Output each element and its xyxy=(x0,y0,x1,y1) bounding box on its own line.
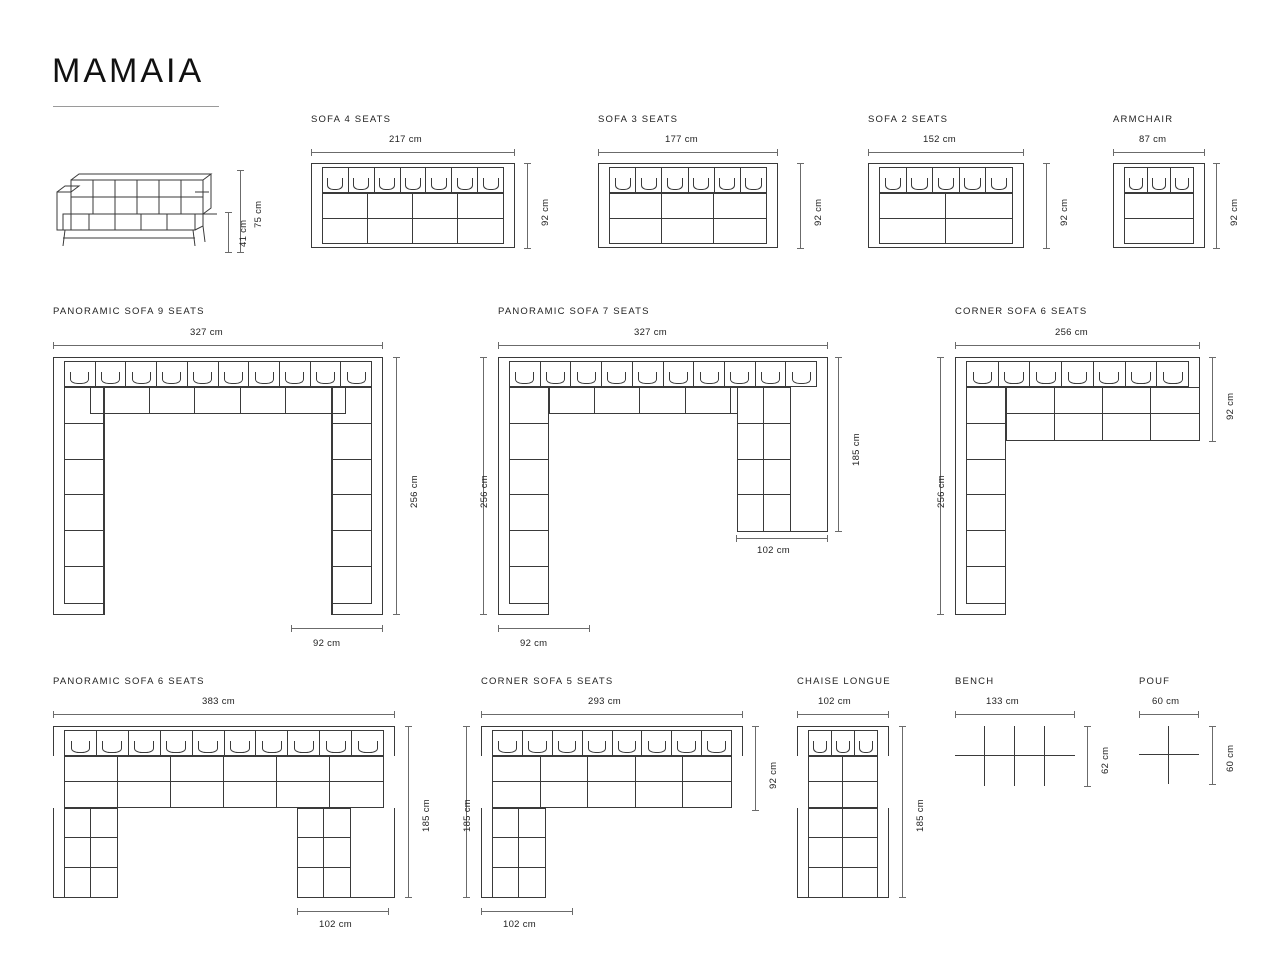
sofa-2-seats-label: SOFA 2 SEATS xyxy=(868,114,949,125)
pan7-width-line xyxy=(498,345,828,346)
pan9-width-label: 327 cm xyxy=(190,327,223,338)
pan9-arm-tick-left xyxy=(291,625,292,632)
pan9-depth-tick-top xyxy=(393,357,400,358)
armchair-depth-tick-bottom xyxy=(1213,248,1220,249)
sofa-2-width-tick-right xyxy=(1023,149,1024,156)
pan7-right-depth-tick-top xyxy=(835,357,842,358)
pan7-leg-width-label: 102 cm xyxy=(757,545,790,556)
pan7-arm-tick-left xyxy=(498,625,499,632)
pouf-width-label: 60 cm xyxy=(1152,696,1180,707)
sofa-3-seats-label: SOFA 3 SEATS xyxy=(598,114,679,125)
pan7-width-tick-right xyxy=(827,342,828,349)
corner5-depth-tick-bottom xyxy=(463,897,470,898)
pan7-leg-width-tick-right xyxy=(827,535,828,542)
bench-width-tick-left xyxy=(955,711,956,718)
corner5-back-tick-bottom xyxy=(752,810,759,811)
page-title: MAMAIA xyxy=(52,52,205,90)
sofa-3-depth-line xyxy=(800,163,801,248)
pan7-leg-width-tick-left xyxy=(736,535,737,542)
corner6-back-tick-bottom xyxy=(1209,441,1216,442)
pan9-width-tick-right xyxy=(382,342,383,349)
sofa-2-width-line xyxy=(868,152,1024,153)
chaise-depth-label: 185 cm xyxy=(915,799,926,832)
corner5-width-tick-left xyxy=(481,711,482,718)
hero-height-label: 75 cm xyxy=(253,200,264,228)
sofa-4-depth-tick-bottom xyxy=(524,248,531,249)
bench-depth-tick-bottom xyxy=(1084,786,1091,787)
corner6-back-line xyxy=(1212,357,1213,442)
chaise-width-label: 102 cm xyxy=(818,696,851,707)
pan6-arm-label: 102 cm xyxy=(319,919,352,930)
armchair-depth-line xyxy=(1216,163,1217,248)
corner6-depth-label: 256 cm xyxy=(936,475,947,508)
corner5-back-label: 92 cm xyxy=(768,761,779,789)
pan9-arm-line xyxy=(291,628,383,629)
sofa-3-depth-tick-bottom xyxy=(797,248,804,249)
corner5-arm-label: 102 cm xyxy=(503,919,536,930)
pan6-arm-line xyxy=(297,911,389,912)
bench-depth-tick-top xyxy=(1084,726,1091,727)
panoramic-sofa-6-label: PANORAMIC SOFA 6 SEATS xyxy=(53,676,205,687)
panoramic-sofa-9-label: PANORAMIC SOFA 9 SEATS xyxy=(53,306,205,317)
pan9-arm-label: 92 cm xyxy=(313,638,341,649)
armchair-width-line xyxy=(1113,152,1205,153)
pan9-width-tick-left xyxy=(53,342,54,349)
sofa-2-width-tick-left xyxy=(868,149,869,156)
hero-seat-height-line xyxy=(228,212,229,252)
pan6-arm-tick-left xyxy=(297,908,298,915)
pouf-depth-tick-bottom xyxy=(1209,784,1216,785)
sofa-3-width-line xyxy=(598,152,778,153)
pan6-width-tick-right xyxy=(394,711,395,718)
pan9-depth-tick-bottom xyxy=(393,614,400,615)
sofa-4-width-line xyxy=(311,152,515,153)
pouf-depth-line xyxy=(1212,726,1213,784)
bench-depth-label: 62 cm xyxy=(1100,746,1111,774)
armchair-width-tick-right xyxy=(1204,149,1205,156)
hero-height-tick-top xyxy=(237,170,244,171)
corner5-back-line xyxy=(755,726,756,811)
bench-width-label: 133 cm xyxy=(986,696,1019,707)
sofa-3-width-label: 177 cm xyxy=(665,134,698,145)
chaise-width-line xyxy=(797,714,889,715)
pan6-depth-line xyxy=(408,726,409,898)
pan7-left-depth-tick-top xyxy=(480,357,487,358)
pan7-right-depth-line xyxy=(838,357,839,532)
bench-width-line xyxy=(955,714,1075,715)
sofa-2-depth-label: 92 cm xyxy=(1059,198,1070,226)
corner6-width-tick-left xyxy=(955,342,956,349)
chaise-depth-tick-top xyxy=(899,726,906,727)
pan7-width-tick-left xyxy=(498,342,499,349)
armchair-label: ARMCHAIR xyxy=(1113,114,1174,125)
chaise-width-tick-left xyxy=(797,711,798,718)
pan7-arm-line xyxy=(498,628,590,629)
chaise-depth-tick-bottom xyxy=(899,897,906,898)
chaise-width-tick-right xyxy=(888,711,889,718)
sofa-4-depth-tick-top xyxy=(524,163,531,164)
corner5-arm-line xyxy=(481,911,573,912)
pan7-arm-label: 92 cm xyxy=(520,638,548,649)
pan9-depth-label: 256 cm xyxy=(409,475,420,508)
corner5-depth-label: 185 cm xyxy=(462,799,473,832)
sofa-4-width-tick-left xyxy=(311,149,312,156)
sofa-4-width-label: 217 cm xyxy=(389,134,422,145)
armchair-width-label: 87 cm xyxy=(1139,134,1167,145)
panoramic-sofa-7-label: PANORAMIC SOFA 7 SEATS xyxy=(498,306,650,317)
pan7-left-depth-label: 256 cm xyxy=(479,475,490,508)
pan7-left-depth-tick-bottom xyxy=(480,614,487,615)
corner6-back-tick-top xyxy=(1209,357,1216,358)
pan9-depth-line xyxy=(396,357,397,615)
pan7-leg-width-line xyxy=(736,538,828,539)
hero-sofa-perspective xyxy=(53,168,225,252)
armchair-depth-label: 92 cm xyxy=(1229,198,1240,226)
sofa-4-depth-line xyxy=(527,163,528,248)
sofa-3-width-tick-left xyxy=(598,149,599,156)
pouf-label: POUF xyxy=(1139,676,1171,687)
sofa-2-depth-line xyxy=(1046,163,1047,248)
corner5-width-line xyxy=(481,714,743,715)
hero-height-tick-bottom xyxy=(237,252,244,253)
sofa-4-width-tick-right xyxy=(514,149,515,156)
corner5-back-tick-top xyxy=(752,726,759,727)
sofa-3-depth-tick-top xyxy=(797,163,804,164)
bench-width-tick-right xyxy=(1074,711,1075,718)
corner5-arm-tick-left xyxy=(481,908,482,915)
hero-seat-height-label: 41 cm xyxy=(238,219,249,247)
pouf-width-tick-left xyxy=(1139,711,1140,718)
corner5-depth-tick-top xyxy=(463,726,470,727)
sofa-2-depth-tick-bottom xyxy=(1043,248,1050,249)
corner6-width-label: 256 cm xyxy=(1055,327,1088,338)
sofa-4-seats-label: SOFA 4 SEATS xyxy=(311,114,392,125)
corner5-width-tick-right xyxy=(742,711,743,718)
corner5-width-label: 293 cm xyxy=(588,696,621,707)
title-divider xyxy=(53,106,219,107)
corner6-back-label: 92 cm xyxy=(1225,392,1236,420)
corner5-arm-tick-right xyxy=(572,908,573,915)
pan7-right-depth-tick-bottom xyxy=(835,531,842,532)
pouf-depth-label: 60 cm xyxy=(1225,744,1236,772)
chaise-depth-line xyxy=(902,726,903,898)
pan6-depth-tick-bottom xyxy=(405,897,412,898)
pan6-width-label: 383 cm xyxy=(202,696,235,707)
sofa-2-width-label: 152 cm xyxy=(923,134,956,145)
pan7-width-label: 327 cm xyxy=(634,327,667,338)
corner6-width-line xyxy=(955,345,1200,346)
sofa-2-depth-tick-top xyxy=(1043,163,1050,164)
pouf-depth-tick-top xyxy=(1209,726,1216,727)
corner6-width-tick-right xyxy=(1199,342,1200,349)
pan7-right-depth-label: 185 cm xyxy=(851,433,862,466)
pan9-arm-tick-right xyxy=(382,625,383,632)
armchair-width-tick-left xyxy=(1113,149,1114,156)
sofa-3-width-tick-right xyxy=(777,149,778,156)
pan7-arm-tick-right xyxy=(589,625,590,632)
bench-label: BENCH xyxy=(955,676,995,687)
pouf-width-tick-right xyxy=(1198,711,1199,718)
pan6-width-tick-left xyxy=(53,711,54,718)
hero-seat-tick-top xyxy=(225,212,232,213)
pan9-width-line xyxy=(53,345,383,346)
sofa-4-depth-label: 92 cm xyxy=(540,198,551,226)
pan6-depth-tick-top xyxy=(405,726,412,727)
bench-depth-line xyxy=(1087,726,1088,786)
hero-seat-tick-bottom xyxy=(225,252,232,253)
sofa-3-depth-label: 92 cm xyxy=(813,198,824,226)
chaise-longue-label: CHAISE LONGUE xyxy=(797,676,891,687)
pan6-width-line xyxy=(53,714,395,715)
armchair-depth-tick-top xyxy=(1213,163,1220,164)
corner6-depth-tick-bottom xyxy=(937,614,944,615)
pan6-depth-label: 185 cm xyxy=(421,799,432,832)
pouf-width-line xyxy=(1139,714,1199,715)
corner6-depth-tick-top xyxy=(937,357,944,358)
corner-sofa-5-label: CORNER SOFA 5 SEATS xyxy=(481,676,614,687)
pan6-arm-tick-right xyxy=(388,908,389,915)
corner-sofa-6-label: CORNER SOFA 6 SEATS xyxy=(955,306,1088,317)
